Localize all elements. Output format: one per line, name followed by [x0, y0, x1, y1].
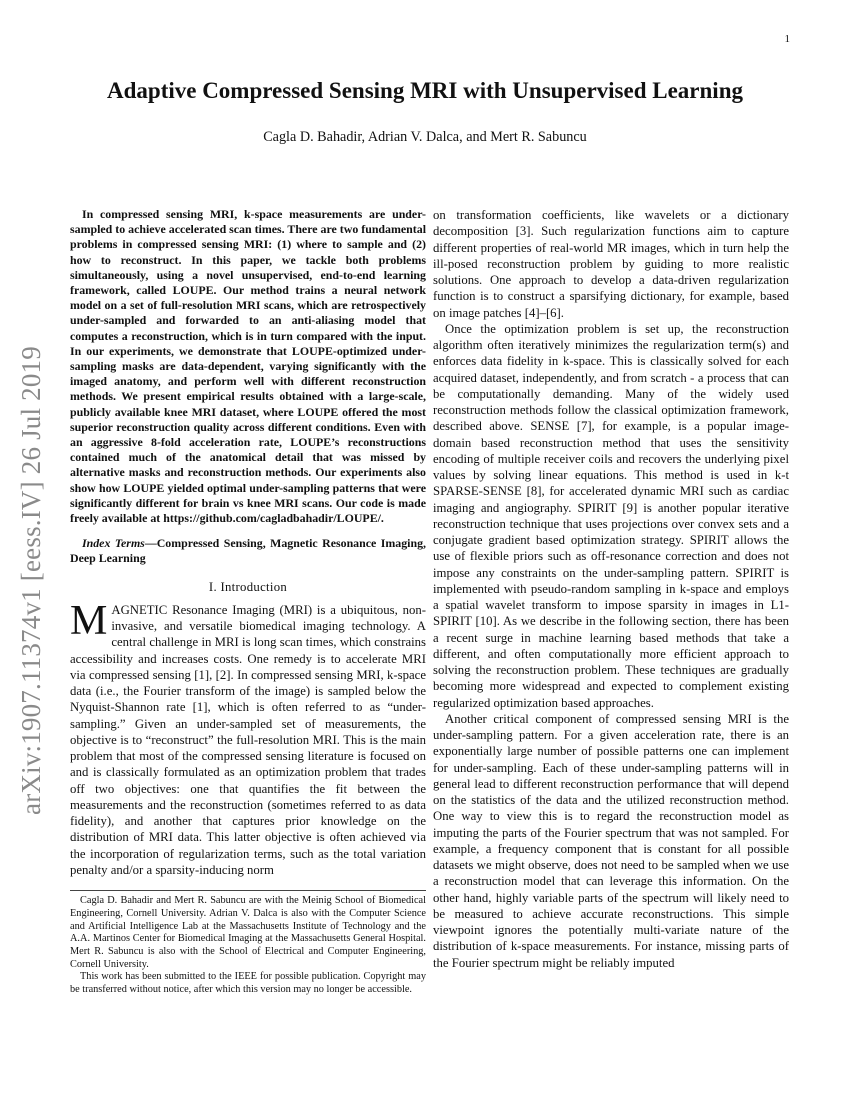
index-terms-lead: Index Terms: [82, 536, 145, 551]
body-paragraph-3: Another critical component of compressed sensing MRI is the under-sampling pattern. For a given acceleration rate, there is an exponentially large number of possible patterns one can implement for under-sampling. Each of these under-sampling patterns will in general lead to different reconstruction performance that will depend on the statistics of the data and the utilized reconstruction method. One way to view this is to regard the reconstruction model as imputing the parts of the Fourier spectrum that was not sampled. For example, a frequency component that is constant for all possible datasets we might observe, does not need to be sampled when we use a reconstruction model that can leverage this information. On the other hand, highly variable parts of the spectrum will likely need to be measured to achieve accurate reconstructions. This simple viewpoint ignores the potentially multi-variate nature of the distribution of k-space measurements. For instance, missing parts of the Fourier spectrum might be reliably imputed: [433, 711, 789, 970]
footnote-affiliations: Cagla D. Bahadir and Mert R. Sabuncu are with the Meinig School of Biomedical Engineering, Cornell University. Adrian V. Dalca is also with the Computer Science and Artificial Intelligence Lab at the Massachusetts Institute of Technology and the A.A. Martinos Center for Biomedical Imaging at the Massachusetts General Hospital. Mert R. Sabuncu is also with the School of Electrical and Computer Engineering, Cornell University.: [70, 895, 426, 970]
intro-paragraph: [70, 597, 426, 878]
right-column: [433, 207, 789, 971]
intro-paragraph-text: AGNETIC Resonance Imaging (MRI) is a ubiquitous, non-invasive, and versatile biomedical imaging technology. A central challenge in MRI is long scan times, which constrains accessibility and increases costs. One remedy is to accelerate MRI via compressed sensing [1], [2]. In compressed sensing MRI, k-space data (i.e., the Fourier transform of the image) is sampled below the Nyquist-Shannon rate [1], which is often referred to as “under-sampling.” Given an under-sampled set of measurements, the objective is to “reconstruct” the full-resolution MRI. This is the main problem that most of the compressed sensing literature is focused on and is classically formulated as an optimization problem that trades off two objectives: one that quantifies the fit between the measurements and the reconstruction (sometimes referred to as data fidelity), and another that captures prior knowledge on the distribution of MRI data. This latter objective is often achieved via the incorporation of regularization terms, such as the total variation penalty and/or a sparsity-inducing norm: [70, 602, 426, 877]
page-number: 1: [784, 33, 790, 45]
index-terms-list: —Compressed Sensing, Magnetic Resonance Imaging, Deep Learning: [70, 536, 427, 566]
body-paragraph-2: Once the optimization problem is set up, the reconstruction algorithm often iteratively minimizes the regularization term(s) and enforces data fidelity in k-space. This is classically solved for each acquired dataset, independently, and from scratch - a process that can be computationally demanding. Many of the widely used reconstruction methods follow the classical optimization framework, described above. SENSE [7], for example, is a popular image-domain based reconstruction method that uses the sensitivity encoding of multiple receiver coils and recovers the underlying pixel values by solving linear equations. This method is used in k-t SPARSE-SENSE [8], for accelerated dynamic MRI such as cardiac imaging and angiography. SPIRIT [9] is another popular iterative reconstruction technique that uses projections over convex sets and a conjugate gradient based optimization strategy. SPIRIT allows the use of flexible priors such as off-resonance correction and does not impose any constraints on the under-sampling pattern. SPIRIT is implemented with pseudo-random sampling in k-space and employs a spatial wavelet transform to impose sparsity in images in L1-SPIRIT [10]. As we describe in the following section, there has been a recent surge in machine learning based methods that take a different, and often computationally more efficient approach to solving the reconstruction problem. These techniques are gradually becoming more widespread and expected to complement existing regularized optimization based approaches.: [433, 321, 789, 710]
section-heading-introduction: I. Introduction: [208, 579, 288, 594]
abstract: In compressed sensing MRI, k-space measurements are under-sampled to achieve accelerated scan times. There are two fundamental problems in compressed sensing MRI: (1) where to sample and (2) how to reconstruct. In this paper, we tackle both problems simultaneously, using a novel unsupervised, end-to-end learning framework, called LOUPE. Our method trains a neural network model on a set of full-resolution MRI scans, which are retrospectively under-sampled and forwarded to an anti-aliasing model that computes a reconstruction, which is in turn compared with the input. In our experiments, we demonstrate that LOUPE-optimized under-sampling masks are data-dependent, varying significantly with the imaged anatomy, and perform well with different reconstruction methods. We present empirical results obtained with a large-scale, publicly available knee MRI dataset, where LOUPE offered the most superior reconstruction quality across different conditions. Even with an aggressive 8-fold acceleration rate, LOUPE’s reconstructions contained much of the anatomical detail that was missed by alternative masks and reconstruction methods. Our experiments also show how LOUPE yielded optimal under-sampling patterns that were significantly different for brain vs knee MRI scans. Our code is made freely available at https://github.com/cagladbahadir/LOUPE/.: [70, 207, 426, 526]
index-terms: [70, 536, 426, 566]
left-column: [70, 207, 426, 997]
author-list: Cagla D. Bahadir, Adrian V. Dalca, and Mert R. Sabuncu: [263, 129, 587, 145]
footnote-copyright: This work has been submitted to the IEEE for possible publication. Copyright may be transferred without notice, after which this version may no longer be accessible.: [70, 971, 426, 996]
footnote: [70, 890, 426, 997]
paper-title: Adaptive Compressed Sensing MRI with Unsupervised Learning: [107, 78, 743, 103]
arxiv-identifier: [8, 300, 54, 860]
arxiv-identifier-text: arXiv:1907.11374v1 [eess.IV] 26 Jul 2019: [15, 345, 46, 815]
drop-cap: M: [70, 597, 108, 644]
body-paragraph-1: on transformation coefficients, like wavelets or a dictionary decomposition [3]. Such regularization functions aim to capture different properties of real-world MR images, which in turn help the ill-posed reconstruction problem by guiding to more realistic solutions. One approach to develop a data-driven regularization function is to construct a sparsifying dictionary, for example, based on image patches [4]–[6].: [433, 208, 789, 320]
